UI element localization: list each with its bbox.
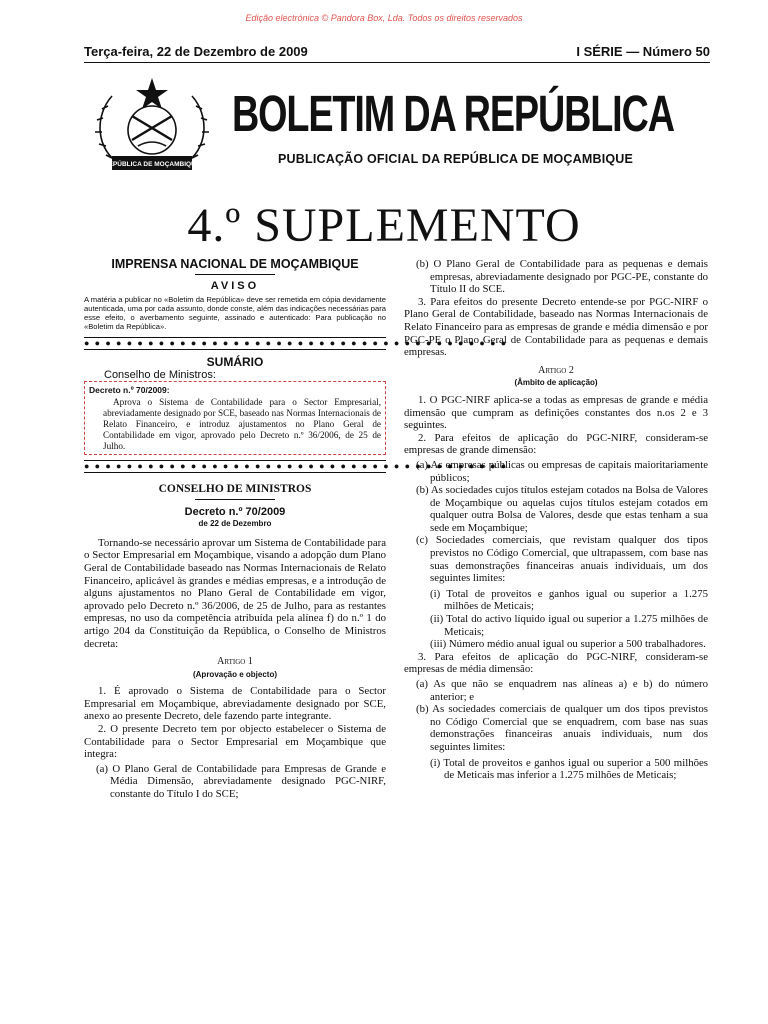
- emblem-icon: [82, 72, 222, 176]
- divider-2: ● ● ● ● ● ● ● ● ● ● ● ● ● ● ● ● ● ● ● ● ● ● ● ● ● ● ● ● ● ● ● ● ● ● ● ● ● ● ● ●: [84, 460, 508, 471]
- artigo2-heading: Artigo 2: [538, 364, 574, 376]
- aviso-heading: AVISO: [210, 279, 260, 292]
- art1-a: (a) O Plano Geral de Contabilidade para Empresas de Grande e Média Dimensão, abreviadamente designado PGC-NIRF, constante do Título I do SCE;: [96, 762, 386, 801]
- art1-p3: 3. Para efeitos do presente Decreto entende-se por PGC-NIRF o Plano Geral de Contabilidade, baseado nas Normas Internacionais de Relato Financeiro para as empresas de grande e média dimensão e por PGC-PE o Plano Geral de Contabilidade para as pequenas e demais empresas.: [404, 295, 708, 359]
- sumario-decreto: Decreto n.º 70/2009:: [89, 385, 170, 396]
- header-rule: [84, 62, 710, 63]
- sumario-heading: SUMÁRIO: [206, 355, 264, 370]
- art2-3a: (a) As que não se enquadrem nas alíneas a) e b) do número anterior; e: [416, 678, 708, 703]
- art2-p1: 1. O PGC-NIRF aplica-se a todas as empresas de grande e média dimensão que cumpram as definições constantes dos n.os 2 e 3 seguintes.: [404, 393, 708, 432]
- art1-b: (b) O Plano Geral de Contabilidade para as pequenas e demais empresas, abreviadamente designado por PGC-PE, constante do Título II do SCE.: [416, 258, 708, 296]
- imprensa-heading: IMPRENSA NACIONAL DE MOÇAMBIQUE: [111, 257, 359, 271]
- artigo1-heading: Artigo 1: [217, 656, 253, 668]
- right-column: [404, 258, 708, 782]
- artigo1-subheading: (Aprovação e objecto): [192, 669, 277, 679]
- art2-a: (a) As empresas públicas ou empresas de capitais maioritariamente públicos;: [416, 458, 708, 484]
- art1-p2: 2. O presente Decreto tem por objecto estabelecer o Sistema de Contabilidade para o Sector Empresarial em Moçambique que integra:: [84, 723, 386, 761]
- art2-b: (b) As sociedades cujos títulos estejam cotados na Bolsa de Valores de Moçambique ou aquelas cujos títulos estejam cotados em qualquer outra Bolsa de Valores, desde que estas tenham a sua sede em Moçambique;: [416, 484, 708, 534]
- art2-p2: 2. Para efeitos de aplicação do PGC-NIRF, consideram-se empresas de grande dimensão:: [404, 431, 708, 457]
- watermark: Edição electrónica © Pandora Box, Lda. Todos os direitos reservados: [245, 13, 523, 23]
- art2-p3: 3. Para efeitos de aplicação do PGC-NIRF, consideram-se empresas de média dimensão:: [404, 650, 708, 676]
- preambulo: Tornando-se necessário aprovar um Sistema de Contabilidade para o Sector Empresarial em Moçambique, visando a adopção dum Plano Geral de Contabilidade baseado nas Normas Internacionais de Relato Financeiro, aplicável às grandes e médias empresas, e a introdução de alguns ajustamentos no Plano Geral de Contabilidade em vigor, aprovado pelo Decreto n.º 36/2006, de 25 de Julho, para as restantes empresas, no uso da competência atribuída pela alínea f) do n.º 1 do artigo 204 da Constituição da República, o Conselho de Ministros decreta:: [84, 536, 386, 650]
- decreto-title: Decreto n.º 70/2009: [184, 505, 286, 518]
- aviso-text: A matéria a publicar no «Boletim da República» deve ser remetida em cópia devidamente autenticada, uma por cada assunto, donde conste, além das indicações necessárias para esse efeito, o averbamento seguinte, assinado e autenticado: Para publicação no «Boletim da República».: [84, 295, 386, 332]
- sumario-box: [84, 381, 386, 455]
- issue-date: Terça-feira, 22 de Dezembro de 2009: [84, 44, 308, 59]
- sumario-text: Aprova o Sistema de Contabilidade para o Sector Empresarial, abreviadamente designado por SCE, baseado nas Normas Internacionais de Relato Financeiro, e introduz ajustamentos no Plano Geral de Contabilidade em vigor, aprovado pelo Decreto n.º 36/2006, de 25 de Julho.: [103, 396, 381, 451]
- artigo2-subheading: (Âmbito de aplicação): [514, 378, 598, 388]
- decreto-date: de 22 de Dezembro: [198, 519, 272, 529]
- art2-c-i: (i) Total de proveitos e ganhos igual ou superior a 1.275 milhões de Meticais;: [430, 587, 708, 613]
- sumario-organ: Conselho de Ministros:: [104, 368, 216, 381]
- left-column: [84, 257, 508, 801]
- art1-p1: 1. É aprovado o Sistema de Contabilidade para o Sector Empresarial em Moçambique, abreviadamente designado por SCE, anexo ao presente Decreto, dele fazendo parte integrante.: [84, 685, 386, 723]
- art2-c: (c) Sociedades comerciais, que revistam qualquer dos tipos previstos no Código Comercial, que ultrapassem, com base nas suas demonstrações financeiras anuais individuais, um dos seguintes limites:: [416, 534, 708, 585]
- supplement-title: 4.º SUPLEMENTO: [187, 199, 581, 252]
- art2-3b: (b) As sociedades comerciais de qualquer um dos tipos previstos no Código Comercial que se enquadrem, com base nas suas demonstrações financeiras anuais individuais, num dos seguintes limites:: [416, 703, 708, 753]
- art2-3b-i: (i) Total de proveitos e ganhos igual ou superior a 500 milhões de Meticais mas inferior a 1.275 milhões de Meticais;: [430, 756, 708, 782]
- svg-text:REPÚBLICA DE MOÇAMBIQUE: REPÚBLICA DE MOÇAMBIQUE: [103, 161, 201, 168]
- divider: ● ● ● ● ● ● ● ● ● ● ● ● ● ● ● ● ● ● ● ● ● ● ● ● ● ● ● ● ● ● ● ● ● ● ● ● ● ● ● ●: [84, 338, 508, 349]
- masthead-title: BOLETIM DA REPÚBLICA: [232, 85, 674, 142]
- art2-c-iii: (iii) Número médio anual igual ou superior a 500 trabalhadores.: [430, 638, 706, 651]
- conselho-heading: CONSELHO DE MINISTROS: [158, 482, 312, 495]
- issue-series: I SÉRIE — Número 50: [576, 44, 710, 59]
- masthead-subtitle: PUBLICAÇÃO OFICIAL DA REPÚBLICA DE MOÇAMBIQUE: [278, 152, 634, 166]
- art2-c-ii: (ii) Total do activo líquido igual ou superior a 1.275 milhões de Meticais;: [430, 613, 708, 638]
